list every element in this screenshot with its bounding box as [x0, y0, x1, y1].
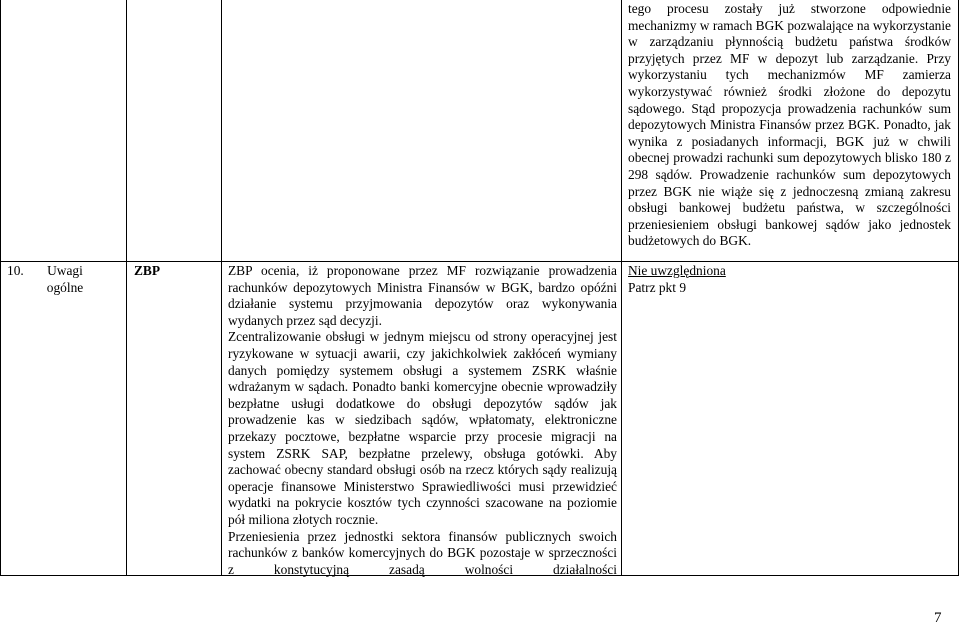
table-border-right	[958, 0, 959, 576]
row-separator	[0, 261, 959, 262]
row-number: 10.	[7, 263, 24, 278]
row-label: Uwagi ogólne	[46, 263, 84, 295]
response-reference: Patrz pkt 9	[628, 279, 687, 295]
response-text: tego procesu zostały już stworzone odpowiednie mechanizmy w ramach BGK pozwalające na wykorzystanie w zarządzaniu płynnością budżetu państwa środków przyjętych przez MF w depozyt lub zarządzanie. Przy wykorzystaniu tych mechanizmów MF zamierza wykorzystywać również środki złożone do depozytu sądowego. Stąd propozycja prowadzenia rachunków sum depozytowych Ministra Finansów przez BGK. Ponadto, jak wynika z posiadanych informacji, BGK już w chwili obecnej prowadzi rachunki sum depozytowych blisko 180 z 298 sądów. Prowadzenie rachunków sum depozytowych przez BGK nie wiąże się z jednoczesną zmianą zakresu obsługi bankowej budżetu państwa, w szczególności przeniesieniem obsługi bankowej sądów jako jednostek budżetowych do BGK.	[628, 1, 951, 249]
response-cell	[628, 263, 951, 296]
page-number: 7	[934, 610, 942, 626]
table-divider-3	[621, 0, 622, 576]
table-divider-1	[126, 0, 127, 576]
remark-paragraph: Przeniesienia przez jednostki sektora finansów publicznych swoich rachunków z banków komercyjnych do BGK pozostaje w sprzeczności z konstytucyjną zasadą wolności działalności	[228, 528, 617, 577]
response-continuation	[628, 1, 951, 250]
remark-paragraph: Zcentralizowanie obsługi w jednym miejscu od strony operacyjnej jest ryzykowane w sytuacji awarii, czy jakichkolwiek zakłóceń wymiany danych pomiędzy systemem obsługi a systemem ZSRK właśnie wdrażanym w sądach. Ponadto banki komercyjne obecnie wprowadziły bezpłatne usługi dodatkowe do obsługi depozytów sądów jak prowadzenie kas w siedzibach sądów, wpłatomaty, elektroniczne przekazy pocztowe, bezpłatne wsparcie przy procesie migracji na system ZSRK SAP, bezpłatne przelewy, obsługa gotówki. Aby zachować obecny standard obsługi osób na rzecz których sądy realizują operacje finansowe Ministerstwo Sprawiedliwości musi przewidzieć wydatki na pokrycie kosztów tych czynności szacowane na poziomie pół miliona złotych rocznie.	[228, 329, 617, 527]
table-border-left	[0, 0, 1, 576]
response-status: Nie uwzględniona	[628, 263, 726, 278]
remark-paragraph: ZBP ocenia, iż proponowane przez MF rozwiązanie prowadzenia rachunków depozytowych Ministra Finansów w BGK, bardzo opóźni działanie systemu przyjmowania depozytów oraz wykonywania wydanych przez sąd decyzji.	[228, 263, 617, 328]
remark-text	[228, 263, 617, 578]
submitter-name: ZBP	[134, 263, 161, 278]
table-divider-2	[221, 0, 222, 576]
